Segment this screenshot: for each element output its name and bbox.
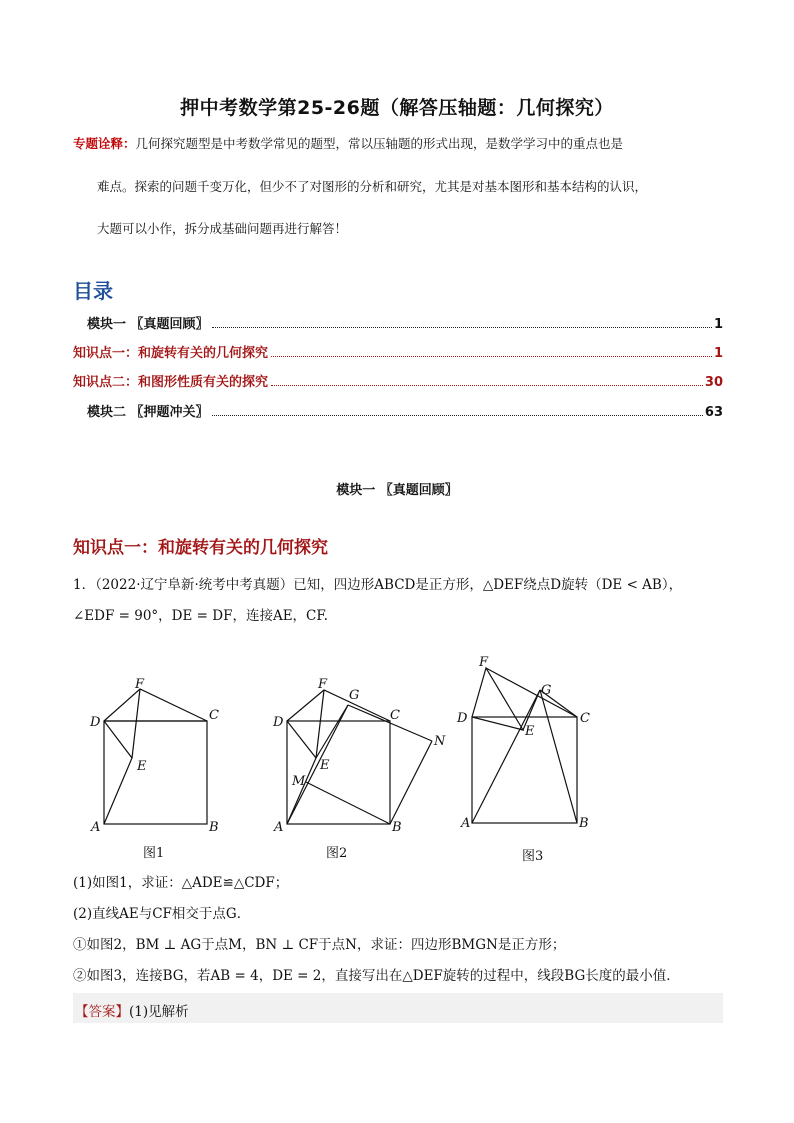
intro-text-2: 难点。探索的问题千变万化，但少不了对图形的分析和研究，尤其是对基本图形和基本结构的认识， (97, 179, 648, 194)
fig3-label-F: F (479, 655, 489, 670)
fig3-label-E: E (525, 724, 535, 739)
toc-item-label: 模块一 〖真题回顾〗 (87, 317, 209, 332)
intro-text-1: 几何探究题型是中考数学常见的题型，常以压轴题的形式出现，是数学学习中的重点也是 (135, 136, 624, 151)
problem-part-2: (2)直线AE与CF相交于点G． (73, 906, 251, 922)
toc-heading: 目录 (73, 279, 113, 303)
answer-label: 【答案】 (75, 1004, 129, 1020)
problem-sub-1: ①如图2，BM ⊥ AG于点M，BN ⊥ CF于点N，求证：四边形BMGN是正方形； (73, 937, 566, 953)
answer-text: (1)见解析 (129, 1004, 189, 1020)
fig2-label-G: G (349, 688, 360, 703)
fig2-label-M: M (292, 774, 306, 789)
fig1-label-C: C (209, 708, 219, 723)
knowledge-point-title: 知识点一：和旋转有关的几何探究 (73, 538, 328, 558)
figure-3 (456, 655, 590, 831)
toc-item-page: 30 (704, 375, 723, 390)
toc-item-page: 1 (713, 346, 723, 361)
fig3-label-D: D (457, 711, 468, 726)
intro-text-3: 大题可以小作，拆分成基础问题再进行解答！ (97, 221, 348, 236)
fig1-label-A: A (91, 820, 101, 835)
module-title: 模块一 〖真题回顾〗 (336, 483, 458, 498)
fig1-label-E: E (137, 759, 147, 774)
fig2-caption: 图2 (326, 846, 348, 861)
fig3-label-G: G (541, 683, 552, 698)
figure-2 (272, 677, 446, 835)
fig2-label-N: N (434, 734, 446, 749)
fig3-label-C: C (580, 711, 590, 726)
problem-sub-2: ②如图3，连接BG，若AB = 4，DE = 2，直接写出在△DEF旋转的过程中，线段BG长度的最小值． (73, 968, 680, 984)
fig1-label-F: F (135, 677, 145, 692)
intro-line-1: 专题诠释：几何探究题型是中考数学常见的题型，常以压轴题的形式出现，是数学学习中的重点也是 (73, 136, 624, 151)
problem-part-1: (1)如图1，求证：△ADE≌△CDF； (73, 875, 289, 891)
fig2-label-F: F (318, 677, 328, 692)
fig3-caption: 图3 (522, 849, 544, 864)
fig1-label-D: D (90, 715, 101, 730)
fig2-label-C: C (390, 708, 400, 723)
problem-line-2: ∠EDF = 90°，DE = DF，连接AE，CF. (73, 608, 328, 624)
intro-label: 专题诠释 (73, 136, 124, 151)
toc-item-module-1[interactable] (73, 313, 723, 332)
fig3-label-B: B (579, 816, 589, 831)
toc-item-label: 知识点一：和旋转有关的几何探究 (73, 346, 269, 361)
toc-item-kp-1[interactable] (73, 342, 723, 361)
page-title: 押中考数学第25-26题（解答压轴题：几何探究） (180, 97, 614, 119)
answer-line (75, 1000, 189, 1020)
fig2-label-B: B (392, 820, 402, 835)
toc-item-label: 模块二 〖押题冲关〗 (87, 405, 209, 420)
geometry-figures (80, 650, 700, 865)
fig1-label-B: B (209, 820, 219, 835)
fig2-label-A: A (274, 820, 284, 835)
problem-line-1: 1．（2022·辽宁阜新·统考中考真题）已知，四边形ABCD是正方形，△DEF绕点D旋转（DE < AB）， (73, 577, 683, 593)
toc-item-page: 63 (704, 405, 723, 420)
fig1-caption: 图1 (143, 846, 165, 861)
toc-item-kp-2[interactable] (73, 371, 723, 390)
fig3-label-A: A (461, 816, 471, 831)
fig2-label-D: D (273, 715, 284, 730)
fig2-label-E: E (320, 758, 330, 773)
figure-1 (89, 677, 219, 835)
toc-item-page: 1 (713, 317, 723, 332)
toc-item-module-2[interactable] (73, 401, 723, 420)
toc-item-label: 知识点二：和图形性质有关的探究 (73, 375, 269, 390)
